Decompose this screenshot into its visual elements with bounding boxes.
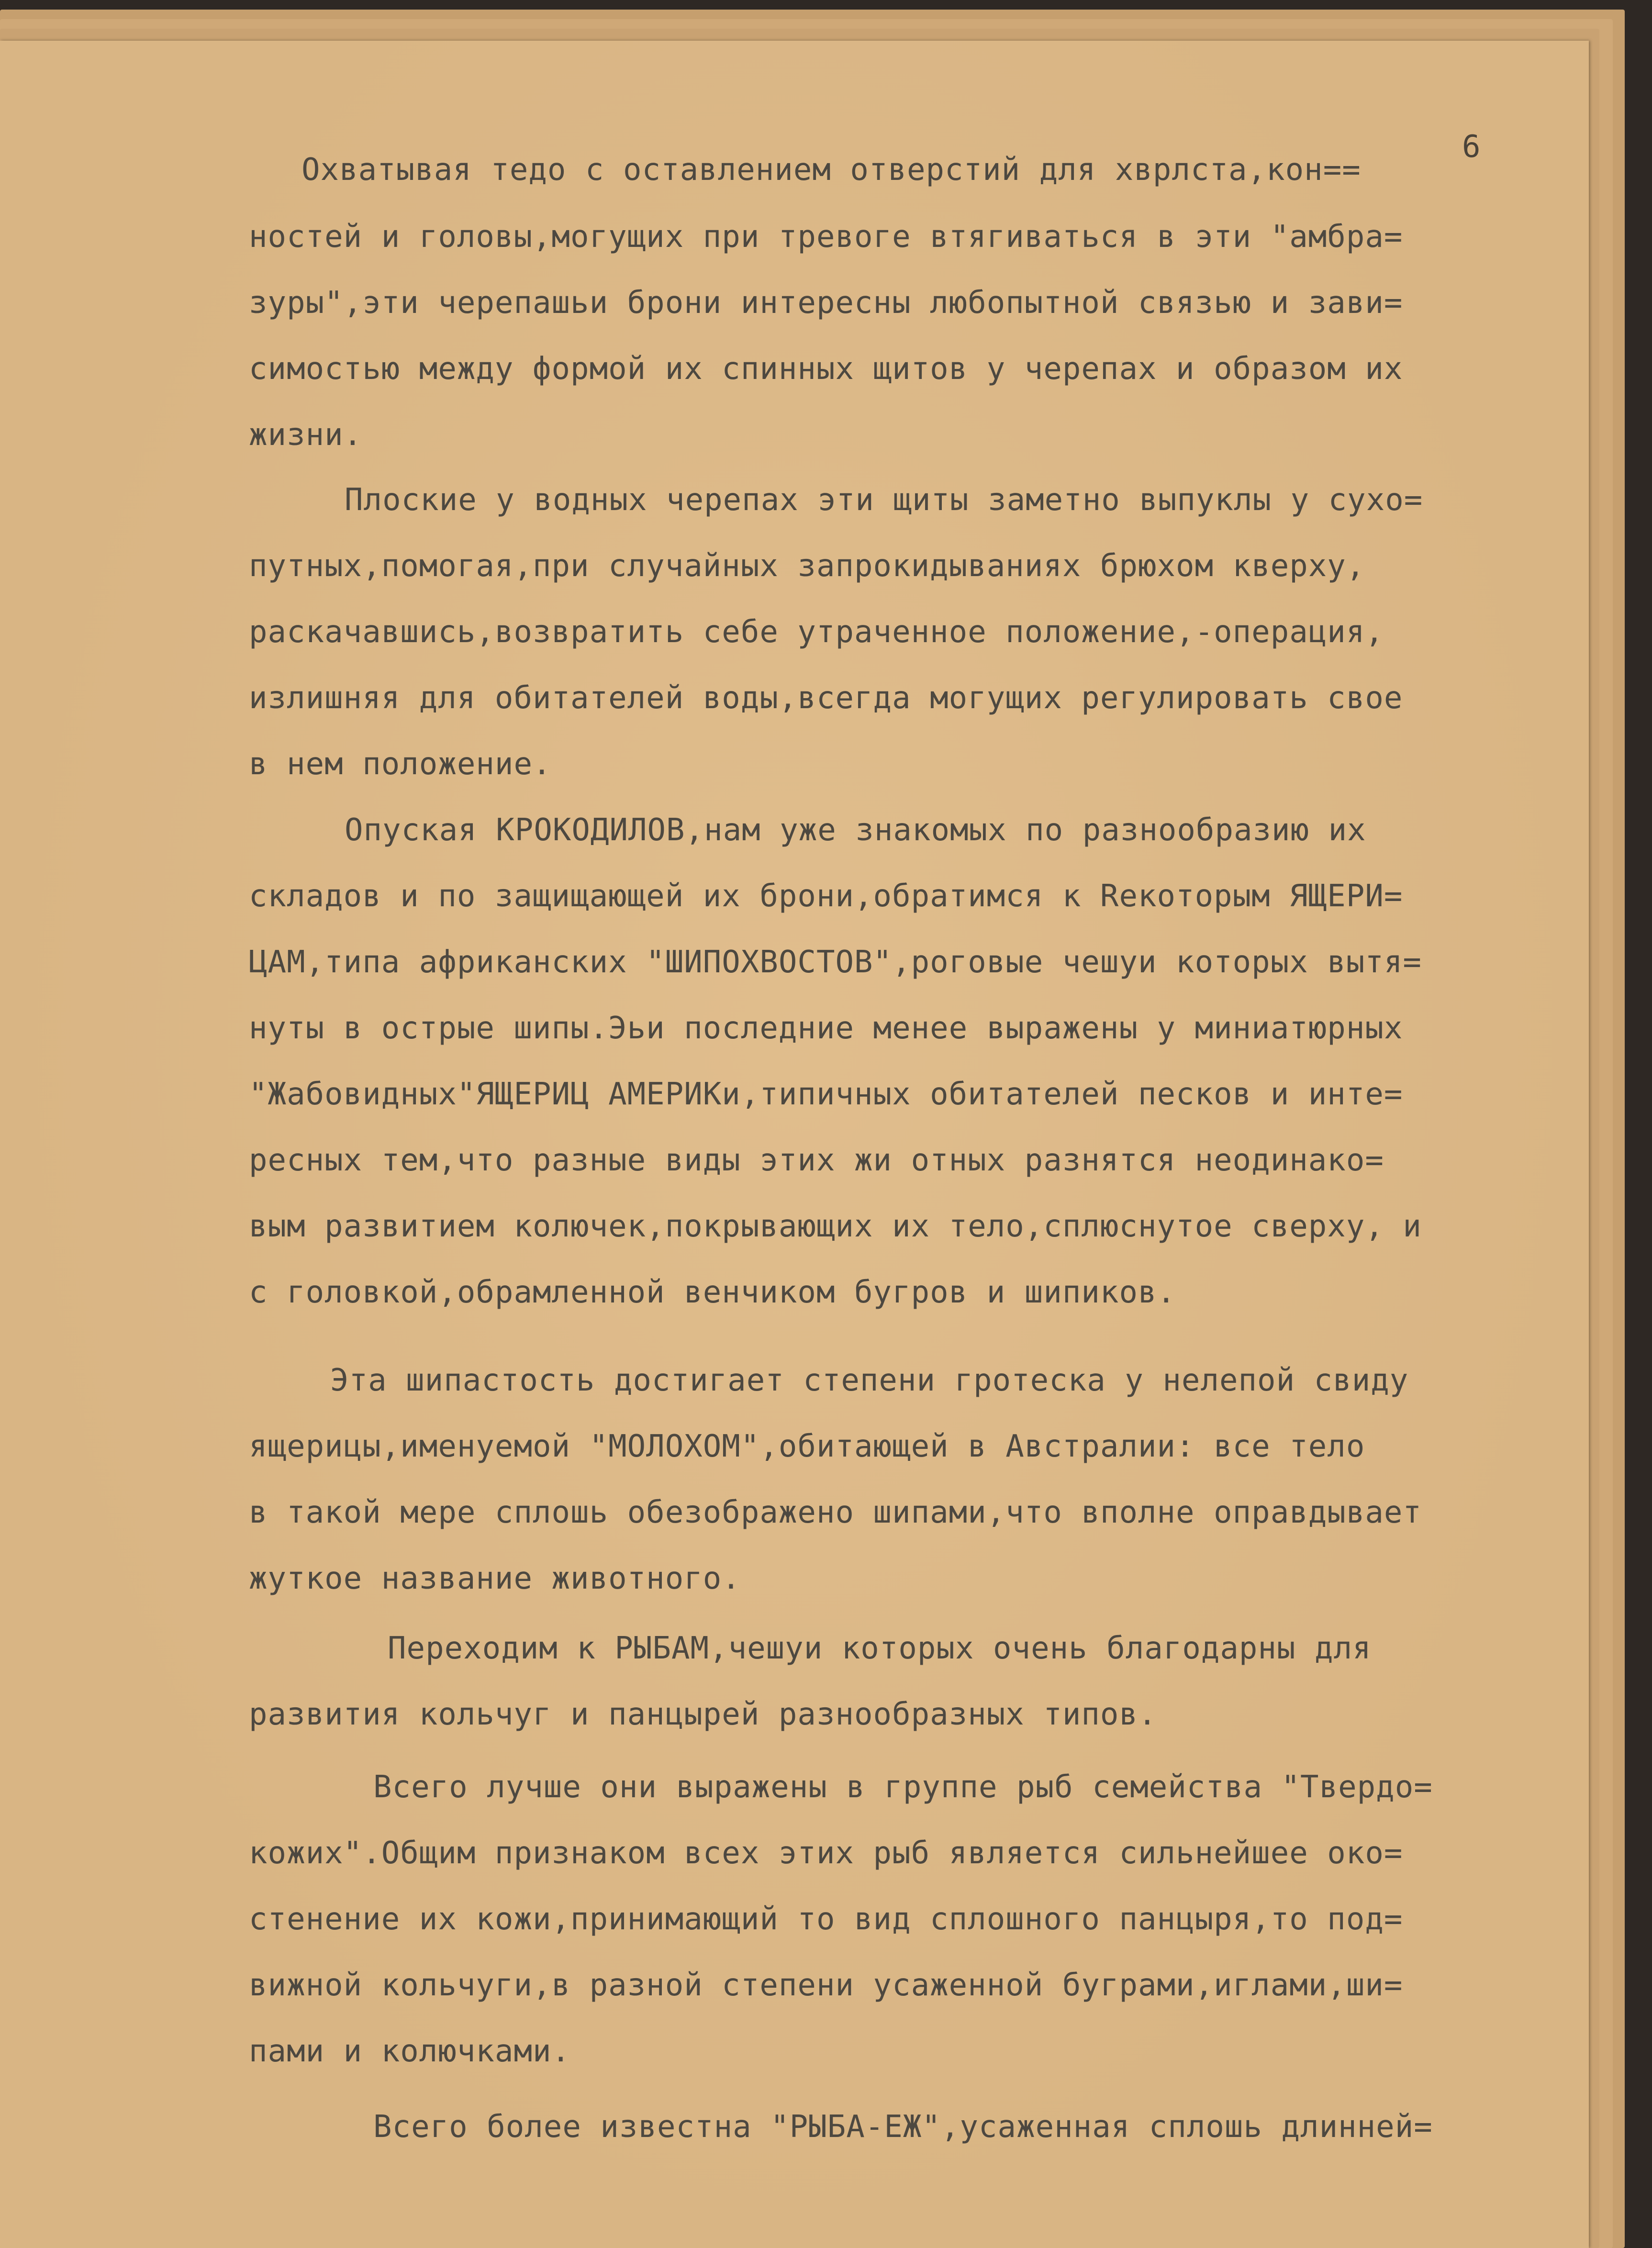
text-line: Охватывая тедо с оставлением отверстий для хврлста,кон== [301,152,1361,188]
text-line: Эта шипастость достигает степени гротеска у нелепой свиду [330,1363,1409,1398]
text-line: жуткое название животного. [249,1561,741,1596]
text-line: жизни. [249,417,363,453]
text-line: Переходим к РЫБАМ,чешуи которых очень благодарны для [388,1631,1372,1666]
text-line: с головкой,обрамленной венчиком бугров и шипиков. [249,1275,1176,1310]
text-line: вижной кольчуги,в разной степени усаженной буграми,иглами,ши= [249,1968,1403,2003]
text-line: ресных тем,что разные виды этих жи отных разнятся неодинако= [249,1143,1384,1178]
text-line: в такой мере сплошь обезображено шипами,что вполне оправдывает [249,1495,1422,1530]
text-line: излишняя для обитателей воды,всегда могущих регулировать свое [249,680,1403,716]
text-line: путных,помогая,при случайных запрокидываниях брюхом кверху, [249,548,1365,584]
typed-text-body [0,41,1589,2248]
text-line: зуры",эти черепашьи брони интересны любопытной связью и зави= [249,285,1403,321]
text-line: Всего более известна "РЫБА-ЕЖ",усаженная сплошь длинней= [373,2109,1433,2145]
page-number: 6 [1462,129,1481,165]
text-line: стенение их кожи,принимающий то вид сплошного панцыря,то под= [249,1902,1403,1937]
typewritten-page [0,41,1589,2248]
text-line: "Жабовидных"ЯЩЕРИЦ АМЕРИКи,типичных обитателей песков и инте= [249,1077,1403,1112]
text-line: раскачавшись,возвратить себе утраченное положение,-операция, [249,614,1384,650]
text-line: Опуская КРОКОДИЛОВ,нам уже знакомых по разнообразию их [345,812,1366,848]
text-line: кожих".Общим признаком всех этих рыб является сильнейшее око= [249,1836,1403,1871]
text-line: ЦАМ,типа африканских "ШИПОХВОСТОВ",роговые чешуи которых вытя= [249,945,1422,980]
text-line: нуты в острые шипы.Эьи последние менее выражены у миниатюрных [249,1011,1403,1046]
text-line: в нем положение. [249,746,552,782]
text-line: ностей и головы,могущих при тревоге втягиваться в эти "амбра= [249,219,1403,255]
text-line: складов и по защищающей их брони,обратимся к Rекоторым ЯЩЕРИ= [249,879,1403,914]
text-line: развития кольчуг и панцырей разнообразных типов. [249,1697,1157,1732]
text-line: ящерицы,именуемой "МОЛОХОМ",обитающей в Австралии: все тело [249,1429,1365,1464]
text-line: симостью между формой их спинных щитов у черепах и образом их [249,351,1403,387]
text-line: пами и колючками. [249,2034,571,2069]
text-line: вым развитием колючек,покрывающих их тело,сплюснутое сверху, и [249,1209,1422,1244]
text-line: Плоские у водных черепах эти щиты заметно выпуклы у сухо= [345,482,1423,518]
text-line: Всего лучше они выражены в группе рыб семейства "Твердо= [373,1769,1433,1805]
